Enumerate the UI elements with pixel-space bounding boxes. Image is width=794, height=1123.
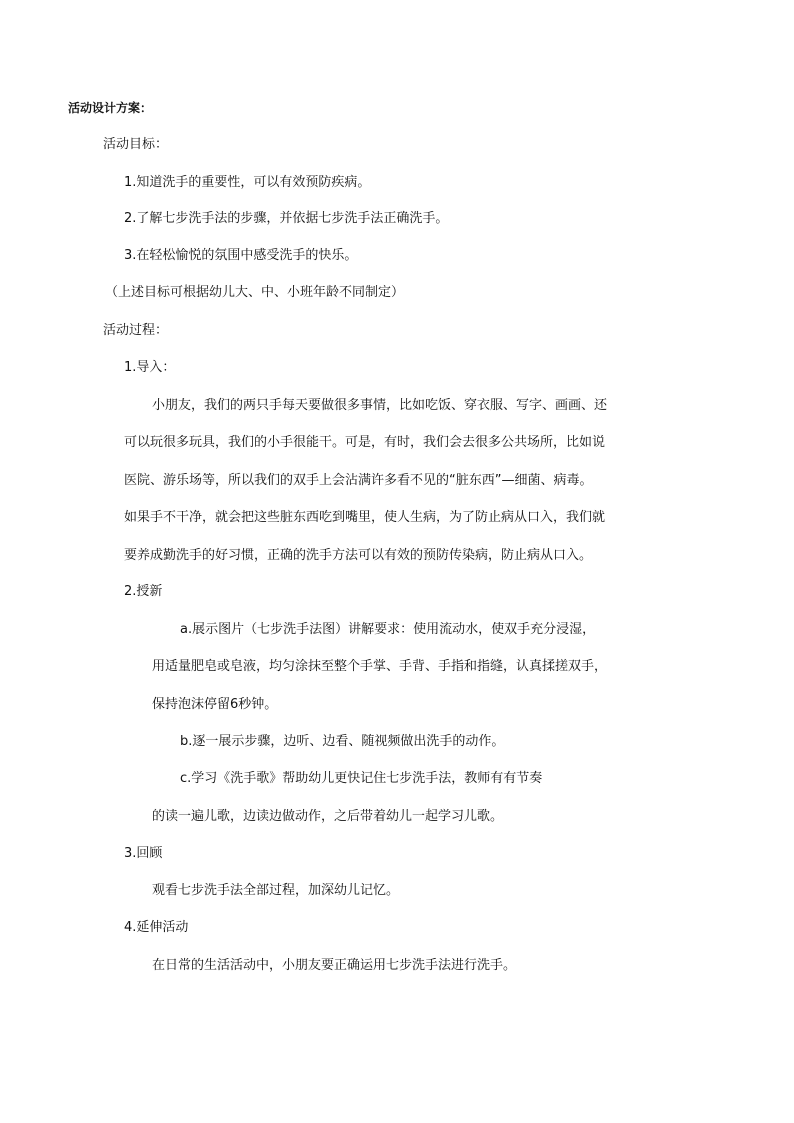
goal-item-1: 1.知道洗手的重要性，可以有效预防疾病。	[124, 175, 371, 190]
intro-paragraph-line-2: 可以玩很多玩具，我们的小手很能干。可是，有时，我们会去很多公共场所，比如说	[124, 435, 606, 450]
review-heading: 3.回顾	[124, 846, 163, 861]
teach-a-line-3: 保持泡沫停留6秒钟。	[152, 697, 278, 712]
goals-heading: 活动目标：	[103, 137, 169, 152]
teach-a-line-2: 用适量肥皂或皂液，均匀涂抹至整个手掌、手背、手指和指缝，认真揉搓双手，	[152, 659, 608, 674]
goal-item-2: 2.了解七步洗手法的步骤，并依据七步洗手法正确洗手。	[124, 211, 449, 226]
intro-paragraph-line-4: 如果手不干净，就会把这些脏东西吃到嘴里，使人生病，为了防止病从口入，我们就	[124, 510, 606, 525]
intro-heading: 1.导入：	[124, 360, 176, 375]
extend-heading: 4.延伸活动	[124, 920, 189, 935]
extend-text: 在日常的生活活动中，小朋友要正确运用七步洗手法进行洗手。	[152, 958, 517, 973]
process-heading: 活动过程：	[103, 323, 169, 338]
teach-a-line-1: a.展示图片（七步洗手法图）讲解要求：使用流动水，使双手充分浸湿，	[180, 622, 596, 637]
teach-b-line: b.逐一展示步骤，边听、边看、随视频做出洗手的动作。	[180, 734, 505, 749]
intro-paragraph-line-5: 要养成勤洗手的好习惯，正确的洗手方法可以有效的预防传染病，防止病从口入。	[124, 548, 593, 563]
goal-item-3: 3.在轻松愉悦的氛围中感受洗手的快乐。	[124, 248, 358, 263]
teach-heading: 2.授新	[124, 584, 163, 599]
teach-c-line-1: c.学习《洗手歌》帮助幼儿更快记住七步洗手法，教师有有节奏	[180, 771, 543, 786]
intro-paragraph-line-1: 小朋友，我们的两只手每天要做很多事情，比如吃饭、穿衣服、写字、画画、还	[152, 398, 608, 413]
teach-c-line-2: 的读一遍儿歌，边读边做动作，之后带着幼儿一起学习儿歌。	[152, 809, 504, 824]
review-text: 观看七步洗手法全部过程，加深幼儿记忆。	[152, 883, 400, 898]
document-title: 活动设计方案：	[68, 101, 153, 115]
goals-note: （上述目标可根据幼儿大、中、小班年龄不同制定）	[105, 285, 405, 300]
intro-paragraph-line-3: 医院、游乐场等，所以我们的双手上会沾满许多看不见的“脏东西”—细菌、病毒。	[124, 473, 593, 488]
